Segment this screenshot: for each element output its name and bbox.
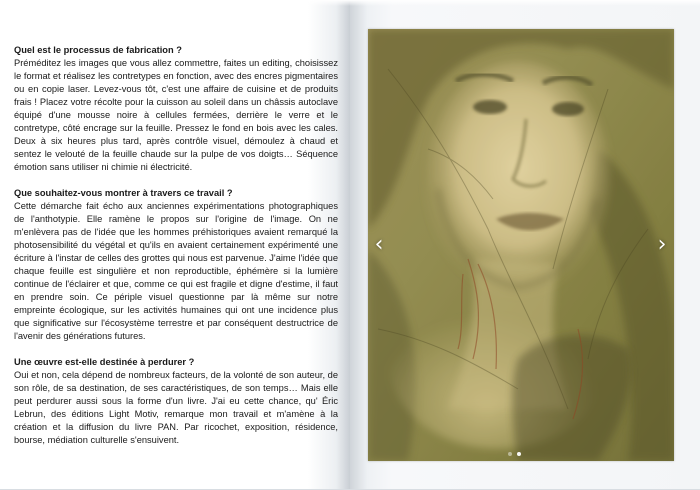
page-edge (0, 0, 700, 6)
carousel-prev-button[interactable]: ‹ (374, 232, 384, 257)
section-perennity (14, 356, 338, 447)
answer-paragraph: Oui et non, cela dépend de nombreux facteurs, de la volonté de son auteur, de son rôle, de sa destination, de ses caractéristiques, de son temps… Mais elle peut perdurer aussi sous la forme d'un livre. J'ai eu cette chance, qu' Éric Lebrun, des éditions Light Motiv, remarque mon travail et m'amène à la création et la diffusion du livre PAN. Par ricochet, exposition, résidence, bourse, médiation culturelle s'ensuivent. (14, 370, 338, 445)
section-intention (14, 187, 338, 343)
question-heading: Quel est le processus de fabrication ? (14, 45, 182, 55)
carousel-next-button[interactable]: › (657, 232, 667, 257)
section-fabrication (14, 44, 338, 174)
interview-text (14, 44, 338, 460)
answer-paragraph: Cette démarche fait écho aux anciennes expérimentations photographiques de l'anthotypie. Elle ramène le propos sur l'origine de l'image. On ne m'enlèvera pas de l'idée que les hommes préhistoriques avaient remarqué la photosensibilité du végétal et qu'ils en avaient certainement expérimenté une écriture à l'instar de celles des grottes qui nous est parvenue. J'aime l'idée que chaque feuille est singulière et non reproductible, éphémère si la lumière continue de l'éclairer et que, comme ce qui est fragile et digne d'estime, il faut en prendre soin. Ce périple visuel questionne par là même sur notre empreinte écologique, sur les activités humaines qui ont une incidence plus que significative sur l'écosystème terrestre et par conséquent destructrice de l'avenir des générations futures. (14, 201, 338, 341)
question-heading: Une œuvre est-elle destinée à perdurer ? (14, 357, 195, 367)
anthotype-photo (368, 29, 674, 461)
carousel-dot-active[interactable] (517, 452, 521, 456)
carousel-pagination (508, 452, 521, 458)
question-heading: Que souhaitez-vous montrer à travers ce travail ? (14, 188, 233, 198)
portrait-image (368, 29, 674, 461)
carousel-dot[interactable] (508, 452, 512, 456)
answer-paragraph: Préméditez les images que vous allez commettre, faites un editing, choisissez le format et réalisez les contretypes en fonction, avec des encres pigmentaires ou en copie laser. Levez-vous tôt, c'est une affaire de cuisine et de produits frais ! Placez votre récolte pour la cuisson au soleil dans un châssis autoclave équipé d'une mousse noire à cellules fermées, derrière le verre et le contretype, côté encrage sur la feuille. Pressez le fond en bois avec les cales. Deux à six heures plus tard, après contrôle visuel, démoulez à chaud et sentez le velouté de la feuille chaude sur la pulpe de vos doigts… Séquence émotion sans utiliser ni chimie ni électricité. (14, 58, 338, 172)
